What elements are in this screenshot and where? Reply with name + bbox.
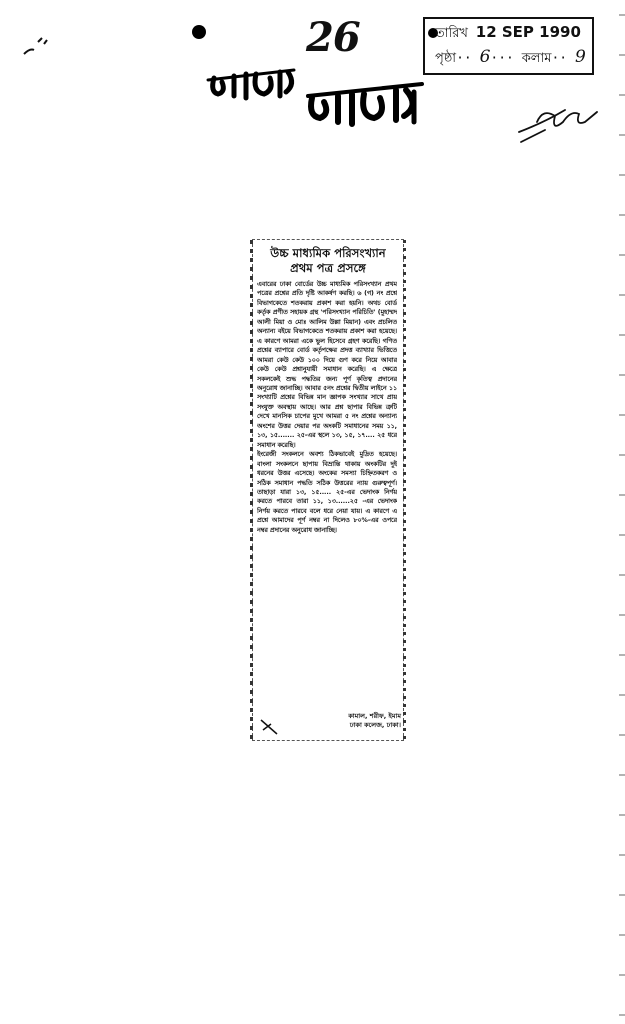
headline-line-2: প্রথম পত্র প্রসঙ্গে bbox=[290, 261, 366, 275]
signoff-authors: কামাল, শরীফ, ইমাম bbox=[348, 712, 401, 720]
article-paragraph: এবারের ঢাকা বোর্ডের উচ্চ মাধ্যমিক পরিসংখ্যান প্রথম পত্রের প্রশ্নের প্রতি দৃষ্টি আকর্ষণ করছি। ৬ (গ) নং প্রশ্নে বিভাগকেতে শতকরায় প্রকাশ করা হয়নি। অথচ বোর্ড কর্তৃক প্রণীত সহায়ক গ্রন্থ 'পরিসংখ্যান পরিচিতি' (মুহাম্মদ আলী মিয়া ও মোঃ আলিম উল্লা মিয়ান) এবং প্রচলিত অন্যান্য বইয়ে বিভাগকেতে শতকরায় প্রকাশ করা হয়েছে। এ কারণে আমরা একে ভুল হিসেবে গ্রহণ করেছি। গণিত প্রশ্নের ব্যাপারে বোর্ড কর্তৃপক্ষের প্রদত্ত ব্যাখ্যার ভিত্তিতে আমরা কেউ কেউ ১০০ দিয়ে গুণ করে নিয়ে আবার কেউ কেউ প্রশ্নানুযায়ী সমাধান করেছি। এ ক্ষেত্রে সকলকেই শুদ্ধ পদ্ধতির জন্য পূর্ণ কৃতিত্ব প্রদানের অনুরোধ জানাচ্ছি। আবার ৫নং প্রশ্নের দ্বিতীয় লাইনে ১১ সংখ্যাটি প্রশ্নের বিভিন্ন মান জ্ঞাপক সংখ্যার সাথে প্রায় সংযুক্ত অবস্থায় আছে। আর প্রশ্ন ছাপার বিভিন্ন ত্রুটি দেখে মানসিক চাপের মুখে আমরা ৫ নং প্রশ্নের অন্যান্য অংশের উত্তর দেয়ার পর অংকটি সমাধানের সময় ১১, ১৩, ১৫....... ২৫-এর স্থলে ১৩, ১৫, ১৭.... ২৫ ধরে সমাধান করেছি। bbox=[257, 281, 397, 449]
stamp-page-row: পৃষ্ঠা·· 6··· কলাম·· 9 bbox=[435, 47, 586, 67]
stamp-date-label: তারিখ bbox=[435, 26, 468, 41]
stamp-column-label: কলাম bbox=[521, 51, 552, 66]
stamp-date-value: 12 SEP 1990 bbox=[475, 23, 581, 41]
stamp-page-label: পৃষ্ঠা bbox=[435, 51, 457, 66]
stamp-page-value: 6 bbox=[479, 47, 491, 67]
archive-stamp bbox=[423, 17, 594, 75]
article-signoff bbox=[303, 712, 401, 730]
stamp-date-row bbox=[435, 23, 581, 45]
clipping-torn-edge-left bbox=[250, 240, 253, 740]
page-number: 26 bbox=[306, 14, 360, 61]
article-paragraph: ইংরেজী সংকলনে অবশ্য ঠিকভাবেই মুদ্রিত হয়েছে। বাংলা সংকলনে ছাপায় বিভ্রান্তি থাকায় অংকটির দুই ধরনের উত্তর এসেছে। অংকের সমস্যা চিহ্নিতকরণ ও সঠিক সমাধান পদ্ধতি সঠিক উত্তরের ন্যায় গুরুত্বপূর্ণ। তাছাড়া যারা ১৩, ১৫..... ২৫-এর ভেদাংক নির্ণয় করতে পারবে তারা ১১, ১৩......২৫ -এর ভেদাংক নির্ণয় করতে পারবে বলে ধরে নেয়া যায়। এ কারণে এ প্রশ্নে আমাদের পূর্ণ নম্বর না দিলেও ৮০%-এর ওপরে নম্বর প্রদানের অনুরোধ জানাচ্ছি। bbox=[257, 451, 397, 534]
headline-line-1: উচ্চ মাধ্যমিক পরিসংখ্যান bbox=[270, 246, 386, 260]
pen-mark bbox=[20, 30, 60, 60]
newspaper-clipping bbox=[252, 239, 404, 741]
clipping-torn-edge-right bbox=[403, 240, 406, 740]
newspaper-masthead-logo bbox=[200, 62, 430, 134]
article-headline bbox=[253, 246, 403, 276]
signoff-institution: ঢাকা কলেজ, ঢাকা। bbox=[349, 721, 401, 729]
scan-edge bbox=[619, 0, 625, 1024]
scissor-mark bbox=[259, 718, 281, 736]
punch-hole-dot bbox=[192, 25, 206, 39]
handwritten-signature bbox=[515, 92, 605, 147]
article-body bbox=[257, 280, 397, 710]
stamp-column-value: 9 bbox=[574, 47, 586, 67]
